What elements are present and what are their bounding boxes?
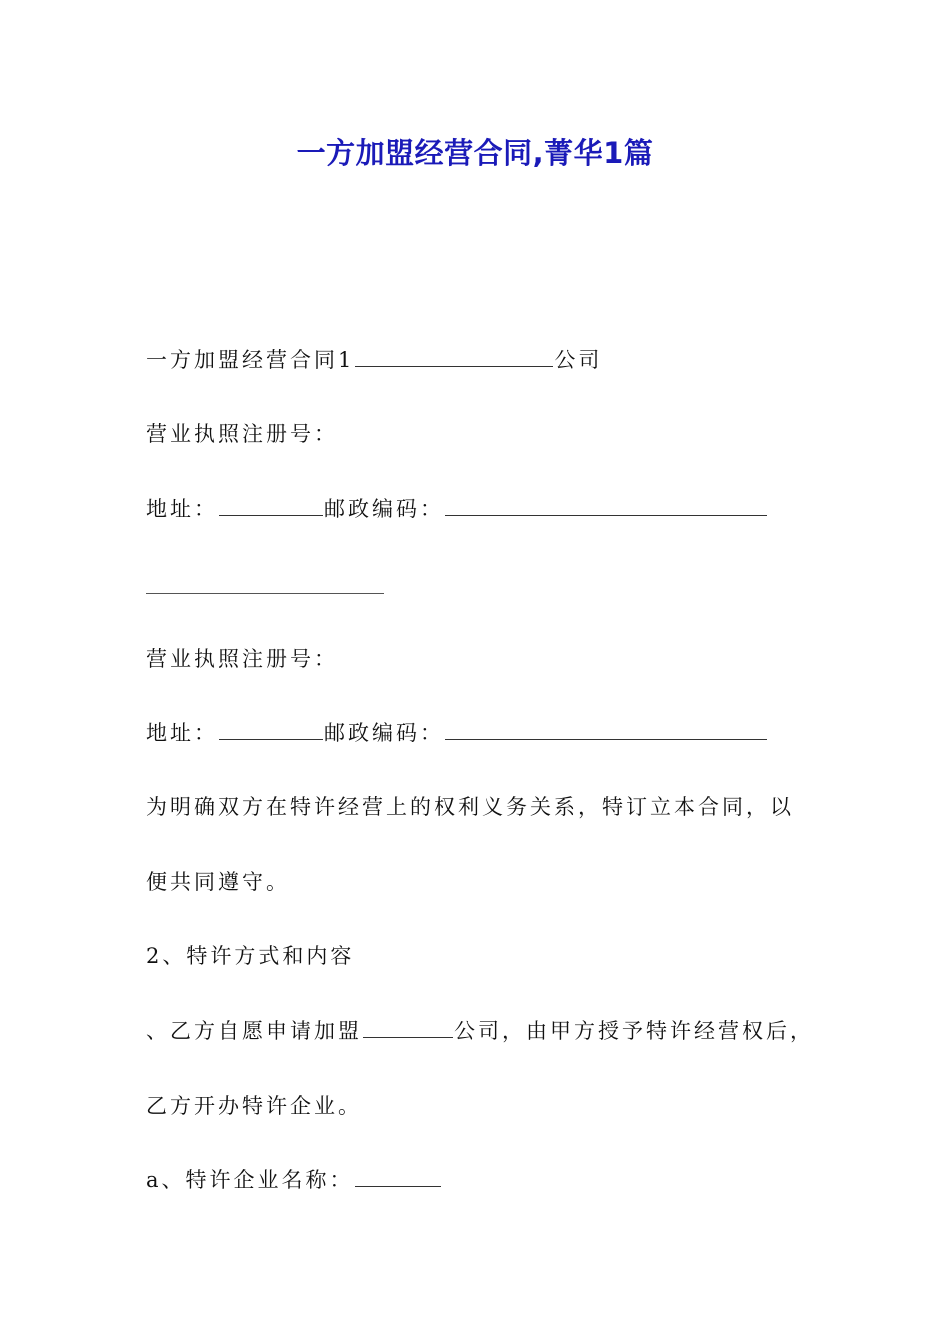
- franchise-clause-text-a: 、乙方自愿申请加盟: [146, 1019, 362, 1043]
- enterprise-name-line: [146, 1165, 442, 1195]
- address-blank: [219, 495, 323, 516]
- contract-heading-text: 一方加盟经营合同1: [146, 348, 355, 372]
- franchise-clause-line-1: [146, 1016, 814, 1046]
- section-heading: 2、特许方式和内容: [146, 944, 355, 968]
- address-line-2: [146, 718, 768, 748]
- enterprise-name-blank: [355, 1166, 441, 1187]
- company-suffix-text: 公司: [554, 348, 603, 372]
- postal-code-label: 邮政编码：: [324, 497, 444, 521]
- address-blank-2: [219, 719, 323, 740]
- company-name-blank: [355, 346, 553, 367]
- postal-code-blank-2: [445, 719, 767, 740]
- address-line: [146, 494, 768, 524]
- contract-party-line: [146, 345, 602, 375]
- license-number-label: 营业执照注册号：: [146, 422, 338, 446]
- purpose-paragraph-line-1: 为明确双方在特许经营上的权利义务关系，特订立本合同，以: [146, 795, 794, 819]
- postal-code-blank: [445, 495, 767, 516]
- address-label-2: 地址：: [146, 721, 218, 745]
- address-label: 地址：: [146, 497, 218, 521]
- enterprise-name-label: a、特许企业名称：: [146, 1168, 354, 1192]
- document-title: 一方加盟经营合同,菁华1篇: [296, 136, 654, 170]
- franchise-clause-line-2: 乙方开办特许企业。: [146, 1094, 362, 1118]
- purpose-paragraph-line-2: 便共同遵守。: [146, 870, 290, 894]
- franchise-clause-text-b: 公司，由甲方授予特许经营权后，: [454, 1019, 814, 1043]
- postal-code-label-2: 邮政编码：: [324, 721, 444, 745]
- franchisor-name-blank: [363, 1017, 453, 1038]
- blank-line: [146, 593, 384, 594]
- license-number-label-2: 营业执照注册号：: [146, 647, 338, 671]
